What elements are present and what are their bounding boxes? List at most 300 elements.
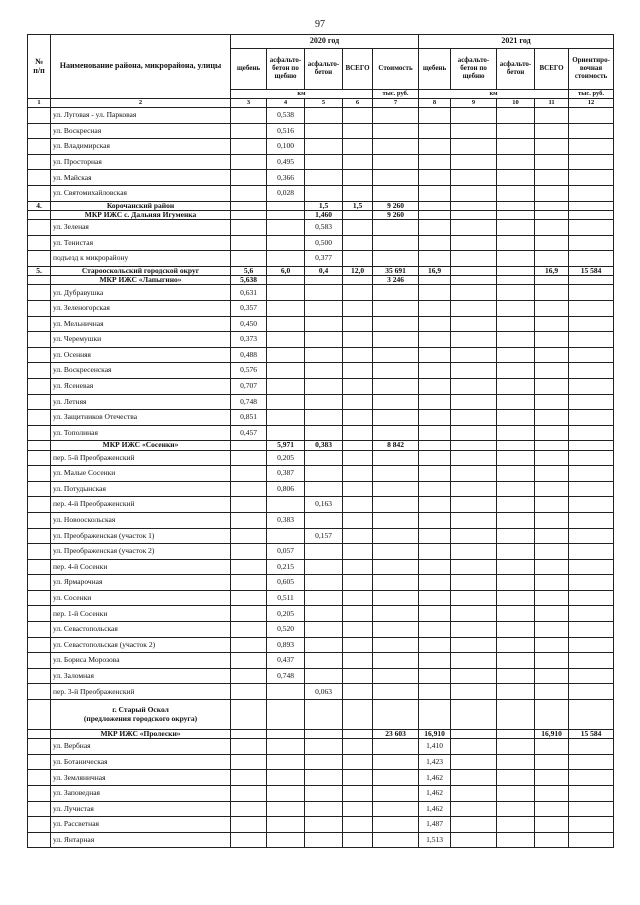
- value-cell: [419, 590, 451, 606]
- col-asfalto-2021: асфальто-бетон: [497, 49, 535, 90]
- value-cell: [569, 154, 614, 170]
- value-cell: [419, 394, 451, 410]
- row-name-cell: ул. Ярмарочная: [51, 575, 231, 591]
- value-cell: [535, 559, 569, 575]
- row-number-cell: [28, 441, 51, 450]
- value-cell: 0,631: [231, 285, 267, 301]
- row-number-cell: [28, 170, 51, 186]
- col-asfalto-shcheben-2020: асфальто-бетон по щебню: [267, 49, 305, 90]
- value-cell: [373, 801, 419, 817]
- value-cell: [373, 497, 419, 513]
- column-number: 8: [419, 99, 451, 108]
- col-asfalto-shcheben-2021: асфальто-бетон по щебню: [451, 49, 497, 90]
- row-name-cell: ул. Просторная: [51, 154, 231, 170]
- row-name-cell: ул. Вербная: [51, 739, 231, 755]
- value-cell: [343, 754, 373, 770]
- value-cell: [419, 285, 451, 301]
- value-cell: [535, 108, 569, 124]
- col-vsego-2020: ВСЕГО: [343, 49, 373, 90]
- value-cell: 23 603: [373, 730, 419, 739]
- value-cell: [535, 786, 569, 802]
- value-cell: [343, 139, 373, 155]
- row-number-cell: [28, 684, 51, 700]
- table-row: [28, 544, 614, 560]
- value-cell: [343, 730, 373, 739]
- row-name-cell: ул. Севастопольская: [51, 622, 231, 638]
- row-name-cell: подъезд к микрорайону: [51, 251, 231, 267]
- section-row: [28, 730, 614, 739]
- column-number: 12: [569, 99, 614, 108]
- value-cell: [267, 786, 305, 802]
- value-cell: [451, 559, 497, 575]
- row-number-cell: [28, 528, 51, 544]
- value-cell: [343, 606, 373, 622]
- row-name-cell: ул. Майская: [51, 170, 231, 186]
- value-cell: [535, 544, 569, 560]
- value-cell: [419, 606, 451, 622]
- table-row: [28, 739, 614, 755]
- value-cell: [497, 363, 535, 379]
- value-cell: [231, 575, 267, 591]
- value-cell: [419, 108, 451, 124]
- value-cell: [535, 285, 569, 301]
- value-cell: [373, 481, 419, 497]
- value-cell: [373, 575, 419, 591]
- value-cell: [535, 154, 569, 170]
- value-cell: [373, 154, 419, 170]
- value-cell: [305, 622, 343, 638]
- value-cell: [497, 512, 535, 528]
- row-name-cell: ул. Новооскольская: [51, 512, 231, 528]
- row-name-cell: г. Старый Оскол (предложения городского округа): [51, 700, 231, 730]
- value-cell: [419, 575, 451, 591]
- value-cell: [373, 684, 419, 700]
- section-row: [28, 441, 614, 450]
- table-row: [28, 300, 614, 316]
- row-name-cell: ул. Воскресенская: [51, 363, 231, 379]
- value-cell: [451, 466, 497, 482]
- value-cell: [569, 668, 614, 684]
- value-cell: [497, 770, 535, 786]
- col-asfalto-2020: асфальто-бетон: [305, 49, 343, 90]
- value-cell: [343, 770, 373, 786]
- value-cell: [419, 700, 451, 730]
- row-name-cell: ул. Святомихайловская: [51, 185, 231, 201]
- value-cell: 0,377: [305, 251, 343, 267]
- value-cell: [373, 394, 419, 410]
- row-name-cell: МКР ИЖС «Пролески»: [51, 730, 231, 739]
- value-cell: [535, 770, 569, 786]
- value-cell: [419, 378, 451, 394]
- value-cell: 0,4: [305, 266, 343, 275]
- value-cell: 6,0: [267, 266, 305, 275]
- value-cell: [535, 139, 569, 155]
- value-cell: [535, 123, 569, 139]
- column-number: 5: [305, 99, 343, 108]
- row-number-cell: [28, 425, 51, 441]
- row-number-cell: [28, 347, 51, 363]
- value-cell: [451, 276, 497, 285]
- row-number-cell: [28, 832, 51, 848]
- row-number-cell: [28, 220, 51, 236]
- row-number-cell: [28, 817, 51, 833]
- value-cell: [497, 394, 535, 410]
- value-cell: [569, 739, 614, 755]
- value-cell: [569, 770, 614, 786]
- row-number-cell: [28, 637, 51, 653]
- value-cell: [267, 363, 305, 379]
- row-number-cell: [28, 300, 51, 316]
- value-cell: [373, 590, 419, 606]
- value-cell: [419, 528, 451, 544]
- value-cell: [419, 210, 451, 219]
- value-cell: [497, 235, 535, 251]
- value-cell: [451, 316, 497, 332]
- column-number: 9: [451, 99, 497, 108]
- road-works-table: [27, 34, 614, 848]
- value-cell: [451, 637, 497, 653]
- value-cell: [231, 590, 267, 606]
- value-cell: [305, 332, 343, 348]
- value-cell: 0,383: [267, 512, 305, 528]
- value-cell: [419, 185, 451, 201]
- row-name-cell: ул. Мельничная: [51, 316, 231, 332]
- value-cell: [231, 739, 267, 755]
- value-cell: [569, 512, 614, 528]
- value-cell: [267, 300, 305, 316]
- section-row: [28, 276, 614, 285]
- value-cell: [343, 251, 373, 267]
- value-cell: 9 260: [373, 210, 419, 219]
- value-cell: [305, 544, 343, 560]
- value-cell: [267, 425, 305, 441]
- value-cell: 16,9: [535, 266, 569, 275]
- value-cell: [535, 220, 569, 236]
- unit-km-2021: км: [419, 90, 569, 99]
- value-cell: [535, 684, 569, 700]
- value-cell: [451, 528, 497, 544]
- value-cell: [231, 210, 267, 219]
- table-row: [28, 817, 614, 833]
- value-cell: [535, 276, 569, 285]
- page-number: 97: [315, 19, 325, 30]
- value-cell: [451, 481, 497, 497]
- year-2021-header: 2021 год: [419, 35, 614, 49]
- value-cell: [373, 347, 419, 363]
- value-cell: [343, 170, 373, 186]
- value-cell: [231, 185, 267, 201]
- value-cell: [419, 450, 451, 466]
- value-cell: [373, 786, 419, 802]
- section-row: [28, 700, 614, 730]
- value-cell: 0,205: [267, 450, 305, 466]
- table-row: [28, 606, 614, 622]
- value-cell: [343, 466, 373, 482]
- row-number-cell: [28, 394, 51, 410]
- value-cell: [231, 684, 267, 700]
- value-cell: [497, 606, 535, 622]
- value-cell: [305, 512, 343, 528]
- table-row: [28, 251, 614, 267]
- value-cell: 0,576: [231, 363, 267, 379]
- value-cell: 1,462: [419, 786, 451, 802]
- value-cell: [451, 832, 497, 848]
- value-cell: [343, 441, 373, 450]
- value-cell: [343, 210, 373, 219]
- value-cell: [451, 347, 497, 363]
- value-cell: 0,707: [231, 378, 267, 394]
- value-cell: [373, 235, 419, 251]
- value-cell: [373, 668, 419, 684]
- value-cell: [305, 754, 343, 770]
- value-cell: [343, 285, 373, 301]
- value-cell: [451, 251, 497, 267]
- value-cell: [569, 201, 614, 210]
- value-cell: [305, 801, 343, 817]
- value-cell: [305, 606, 343, 622]
- value-cell: [343, 559, 373, 575]
- value-cell: [535, 739, 569, 755]
- value-cell: [267, 528, 305, 544]
- value-cell: [305, 786, 343, 802]
- value-cell: [419, 441, 451, 450]
- value-cell: [569, 332, 614, 348]
- row-name-cell: ул. Зеленая: [51, 220, 231, 236]
- row-number-cell: [28, 754, 51, 770]
- table-row: [28, 410, 614, 426]
- row-name-cell: пер. 5-й Преображенский: [51, 450, 231, 466]
- value-cell: [419, 220, 451, 236]
- value-cell: 0,583: [305, 220, 343, 236]
- value-cell: [419, 170, 451, 186]
- value-cell: [497, 108, 535, 124]
- value-cell: [305, 730, 343, 739]
- row-name-cell: ул. Воскресная: [51, 123, 231, 139]
- value-cell: [305, 123, 343, 139]
- row-number-cell: [28, 668, 51, 684]
- value-cell: 0,373: [231, 332, 267, 348]
- value-cell: [535, 832, 569, 848]
- value-cell: [535, 528, 569, 544]
- value-cell: 5,638: [231, 276, 267, 285]
- value-cell: 0,748: [231, 394, 267, 410]
- value-cell: [419, 316, 451, 332]
- row-name-cell: ул. Потудынская: [51, 481, 231, 497]
- value-cell: [419, 201, 451, 210]
- table-row: [28, 622, 614, 638]
- value-cell: [267, 770, 305, 786]
- col-name-header: Наименование района, микрорайона, улицы: [51, 35, 231, 99]
- value-cell: [373, 466, 419, 482]
- row-name-cell: ул. Бориса Морозова: [51, 653, 231, 669]
- value-cell: [373, 185, 419, 201]
- value-cell: 0,215: [267, 559, 305, 575]
- value-cell: [343, 425, 373, 441]
- value-cell: [451, 363, 497, 379]
- col-stoimost-2020: Стоимость: [373, 49, 419, 90]
- table-row: [28, 668, 614, 684]
- value-cell: [231, 170, 267, 186]
- value-cell: [267, 410, 305, 426]
- value-cell: [305, 575, 343, 591]
- value-cell: [231, 544, 267, 560]
- row-name-cell: ул. Сосенки: [51, 590, 231, 606]
- value-cell: 0,383: [305, 441, 343, 450]
- value-cell: [497, 139, 535, 155]
- value-cell: [267, 700, 305, 730]
- value-cell: [451, 770, 497, 786]
- value-cell: [451, 786, 497, 802]
- value-cell: [267, 201, 305, 210]
- table-row: [28, 684, 614, 700]
- value-cell: [497, 801, 535, 817]
- value-cell: [451, 450, 497, 466]
- value-cell: [231, 653, 267, 669]
- value-cell: [497, 154, 535, 170]
- value-cell: [535, 606, 569, 622]
- table-row: [28, 512, 614, 528]
- value-cell: 0,357: [231, 300, 267, 316]
- value-cell: [535, 801, 569, 817]
- value-cell: [497, 637, 535, 653]
- value-cell: [569, 316, 614, 332]
- value-cell: [343, 154, 373, 170]
- value-cell: [343, 394, 373, 410]
- value-cell: [497, 441, 535, 450]
- value-cell: [497, 497, 535, 513]
- value-cell: 1,513: [419, 832, 451, 848]
- value-cell: [569, 754, 614, 770]
- value-cell: [569, 606, 614, 622]
- value-cell: [535, 201, 569, 210]
- value-cell: [343, 410, 373, 426]
- value-cell: [419, 410, 451, 426]
- value-cell: [231, 497, 267, 513]
- value-cell: [267, 210, 305, 219]
- value-cell: [343, 684, 373, 700]
- column-number: 4: [267, 99, 305, 108]
- value-cell: [343, 450, 373, 466]
- value-cell: 16,910: [419, 730, 451, 739]
- value-cell: [343, 700, 373, 730]
- value-cell: 0,488: [231, 347, 267, 363]
- value-cell: [373, 425, 419, 441]
- value-cell: [569, 276, 614, 285]
- column-number: 11: [535, 99, 569, 108]
- value-cell: 0,163: [305, 497, 343, 513]
- value-cell: [231, 770, 267, 786]
- value-cell: [569, 394, 614, 410]
- value-cell: [451, 544, 497, 560]
- value-cell: [569, 544, 614, 560]
- value-cell: [231, 606, 267, 622]
- row-number-cell: 5.: [28, 266, 51, 275]
- value-cell: [535, 575, 569, 591]
- value-cell: [535, 668, 569, 684]
- value-cell: [267, 801, 305, 817]
- row-number-cell: [28, 363, 51, 379]
- value-cell: [343, 185, 373, 201]
- row-name-cell: ул. Защитников Отечества: [51, 410, 231, 426]
- value-cell: [267, 235, 305, 251]
- table-row: [28, 528, 614, 544]
- value-cell: 1,462: [419, 801, 451, 817]
- value-cell: [497, 251, 535, 267]
- value-cell: [497, 739, 535, 755]
- value-cell: [569, 300, 614, 316]
- row-number-cell: [28, 466, 51, 482]
- value-cell: [535, 363, 569, 379]
- value-cell: [497, 332, 535, 348]
- value-cell: [267, 378, 305, 394]
- value-cell: [419, 653, 451, 669]
- value-cell: [569, 786, 614, 802]
- value-cell: [419, 637, 451, 653]
- table-row: [28, 394, 614, 410]
- value-cell: [267, 285, 305, 301]
- row-name-cell: МКР ИЖС с. Дальняя Игуменка: [51, 210, 231, 219]
- value-cell: 0,387: [267, 466, 305, 482]
- value-cell: [535, 466, 569, 482]
- value-cell: [451, 266, 497, 275]
- value-cell: [497, 266, 535, 275]
- value-cell: 0,028: [267, 185, 305, 201]
- value-cell: [231, 481, 267, 497]
- value-cell: [231, 139, 267, 155]
- row-name-cell: ул. Лучистая: [51, 801, 231, 817]
- value-cell: [305, 185, 343, 201]
- value-cell: 0,100: [267, 139, 305, 155]
- value-cell: [373, 108, 419, 124]
- value-cell: [569, 590, 614, 606]
- table-row: [28, 347, 614, 363]
- value-cell: 0,851: [231, 410, 267, 426]
- value-cell: [267, 754, 305, 770]
- row-number-cell: [28, 801, 51, 817]
- value-cell: 0,063: [305, 684, 343, 700]
- value-cell: [231, 154, 267, 170]
- value-cell: [497, 559, 535, 575]
- unit-rub-2021: тыс. руб.: [569, 90, 614, 99]
- value-cell: [231, 817, 267, 833]
- value-cell: [305, 363, 343, 379]
- row-number-cell: [28, 512, 51, 528]
- value-cell: [451, 332, 497, 348]
- value-cell: [231, 251, 267, 267]
- table-row: [28, 235, 614, 251]
- value-cell: [451, 622, 497, 638]
- value-cell: [535, 622, 569, 638]
- value-cell: [497, 123, 535, 139]
- value-cell: [535, 210, 569, 219]
- value-cell: [305, 300, 343, 316]
- table-row: [28, 575, 614, 591]
- value-cell: [451, 123, 497, 139]
- row-name-cell: ул. Преображенская (участок 2): [51, 544, 231, 560]
- value-cell: [497, 528, 535, 544]
- value-cell: [451, 201, 497, 210]
- value-cell: [305, 425, 343, 441]
- value-cell: 1,5: [305, 201, 343, 210]
- value-cell: [343, 235, 373, 251]
- value-cell: [419, 154, 451, 170]
- value-cell: [497, 575, 535, 591]
- value-cell: [373, 316, 419, 332]
- value-cell: [231, 220, 267, 236]
- section-row: [28, 201, 614, 210]
- row-number-cell: [28, 450, 51, 466]
- value-cell: [373, 544, 419, 560]
